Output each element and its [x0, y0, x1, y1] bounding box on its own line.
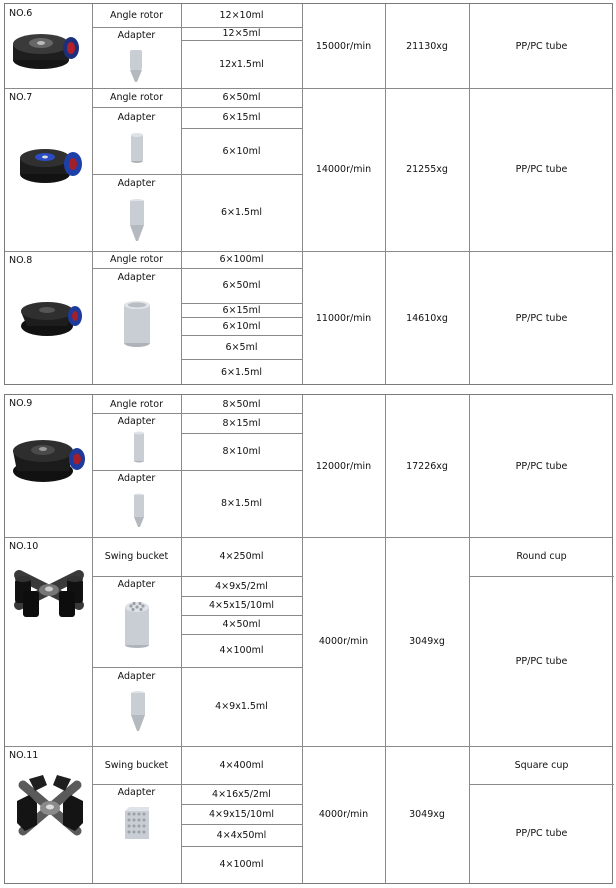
- rotor-type-label: Angle rotor: [109, 92, 163, 103]
- cup-type: Square cup: [514, 759, 569, 771]
- adapter-label: Adapter: [117, 112, 156, 123]
- section-number: NO.11: [9, 750, 39, 761]
- max-speed: 4000r/min: [318, 809, 369, 820]
- tube-type: PP/PC tube: [515, 164, 568, 175]
- capacity-cell: 4×4x50ml: [216, 829, 267, 841]
- swing-bucket-rotor-image: [13, 561, 85, 623]
- capacity-cell: 4×9x15/10ml: [209, 808, 274, 820]
- section-number: NO.8: [9, 255, 33, 266]
- tube-type: PP/PC tube: [515, 40, 568, 52]
- cylinder-tube-adapter-icon: [133, 431, 145, 463]
- adapter-label: Adapter: [117, 473, 156, 484]
- conical-tube-adapter-icon: [130, 691, 146, 733]
- adapter-label: Adapter: [117, 178, 156, 189]
- capacity-cell: 6×15ml: [222, 112, 261, 123]
- max-speed: 11000r/min: [315, 312, 372, 324]
- capacity-cell: 4×100ml: [219, 859, 264, 870]
- adapter-label: Adapter: [117, 272, 156, 283]
- capacity-cell: 8×1.5ml: [220, 498, 262, 509]
- section-number: NO.10: [9, 541, 39, 552]
- capacity-cell: 8×15ml: [222, 417, 261, 429]
- angle-rotor-image: [17, 142, 87, 186]
- adapter-label: Adapter: [117, 671, 156, 682]
- rotor-type-label: Swing bucket: [104, 759, 169, 771]
- cylinder-tube-adapter-icon: [122, 300, 152, 348]
- capacity-cell: 12×10ml: [219, 10, 264, 21]
- max-speed: 4000r/min: [318, 636, 369, 647]
- max-speed: 12000r/min: [315, 460, 372, 472]
- max-rcf: 21255xg: [406, 164, 448, 175]
- tube-type: PP/PC tube: [515, 460, 568, 472]
- capacity-cell: 6×15ml: [222, 304, 261, 316]
- section-number: NO.9: [9, 398, 33, 409]
- rotor-type-label: Angle rotor: [109, 10, 163, 21]
- section-number: NO.7: [9, 92, 33, 103]
- adapter-label: Adapter: [117, 579, 156, 590]
- adapter-label: Adapter: [117, 30, 156, 41]
- capacity-cell: 8×50ml: [222, 398, 261, 410]
- conical-tube-adapter-icon: [129, 199, 145, 243]
- capacity-cell: 6×50ml: [222, 280, 261, 291]
- capacity-cell: 6×100ml: [219, 254, 264, 265]
- max-speed: 14000r/min: [315, 164, 372, 175]
- max-speed: 15000r/min: [315, 40, 372, 52]
- capacity-cell: 4×250ml: [219, 551, 264, 562]
- rotor-type-label: Angle rotor: [109, 398, 163, 410]
- section-number: NO.6: [9, 8, 33, 19]
- capacity-cell: 6×10ml: [222, 320, 261, 332]
- multi-hole-adapter-icon: [123, 805, 151, 841]
- max-rcf: 21130xg: [406, 40, 448, 52]
- capacity-cell: 6×10ml: [222, 145, 261, 157]
- cup-type: Round cup: [516, 551, 567, 562]
- spec-table-1: [4, 3, 613, 385]
- max-rcf: 3049xg: [409, 809, 445, 820]
- capacity-cell: 4×400ml: [219, 759, 264, 771]
- rotor-type-label: Angle rotor: [109, 254, 163, 265]
- capacity-cell: 4×9x5/2ml: [215, 580, 268, 592]
- max-rcf: 3049xg: [409, 636, 445, 647]
- tube-type: PP/PC tube: [515, 312, 568, 324]
- cylinder-tube-adapter-icon: [130, 132, 144, 164]
- capacity-cell: 4×100ml: [219, 645, 264, 656]
- angle-rotor-image: [11, 26, 83, 72]
- angle-rotor-image: [17, 296, 87, 340]
- capacity-cell: 6×5ml: [225, 341, 258, 353]
- capacity-cell: 4×16x5/2ml: [212, 788, 271, 800]
- multi-hole-adapter-icon: [123, 601, 151, 649]
- rotor-type-label: Swing bucket: [104, 551, 169, 562]
- capacity-cell: 6×50ml: [222, 92, 261, 103]
- capacity-cell: 6×1.5ml: [220, 207, 262, 218]
- tube-type: PP/PC tube: [515, 655, 568, 667]
- capacity-cell: 12x1.5ml: [219, 58, 264, 70]
- capacity-cell: 4×9x1.5ml: [215, 701, 268, 712]
- max-rcf: 14610xg: [406, 312, 448, 324]
- spec-table-2: [4, 394, 613, 884]
- capacity-cell: 4×5x15/10ml: [209, 600, 274, 611]
- tube-type: PP/PC tube: [515, 828, 568, 839]
- conical-tube-adapter-icon: [133, 493, 145, 529]
- swing-bucket-rotor-image: [15, 773, 85, 843]
- angle-rotor-image: [11, 433, 87, 485]
- capacity-cell: 6×1.5ml: [220, 366, 262, 378]
- max-rcf: 17226xg: [406, 460, 448, 472]
- capacity-cell: 12×5ml: [222, 28, 261, 39]
- conical-tube-adapter-icon: [129, 50, 143, 84]
- capacity-cell: 4×50ml: [222, 619, 261, 630]
- capacity-cell: 8×10ml: [222, 446, 261, 457]
- adapter-label: Adapter: [117, 787, 156, 798]
- adapter-label: Adapter: [117, 416, 156, 427]
